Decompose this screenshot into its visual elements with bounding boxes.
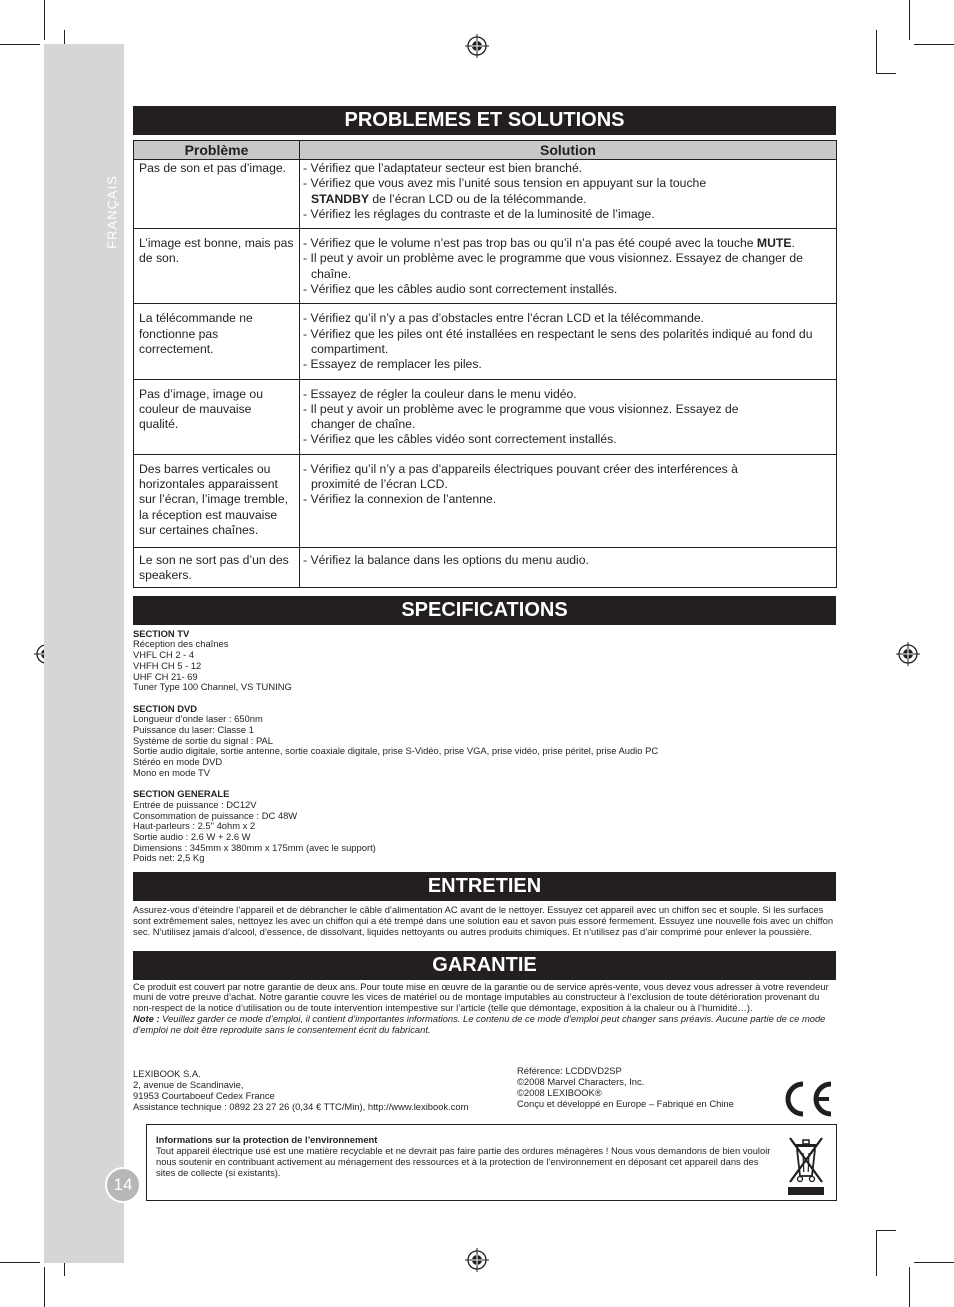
main-content	[133, 106, 836, 1036]
spec-line: Entrée de puissance : DC12V	[133, 798, 257, 810]
spec-line: Réception des chaînes	[133, 638, 229, 650]
section-title-problems: PROBLEMES ET SOLUTIONS	[133, 106, 836, 135]
solution-line	[303, 176, 832, 207]
table-row	[134, 547, 837, 587]
ce-mark-icon	[781, 1078, 835, 1120]
solution-line: - Essayez de régler la couleur dans le menu vidéo.	[303, 386, 577, 401]
spec-line: Tuner Type 100 Channel, VS TUNING	[133, 681, 292, 693]
crop-mark	[0, 44, 40, 45]
product-reference	[517, 1066, 787, 1110]
registration-mark-icon	[465, 1248, 489, 1272]
note-label: Note :	[133, 1012, 160, 1024]
table-row	[134, 304, 837, 379]
language-label: FRANÇAIS	[104, 175, 120, 249]
spec-line: Sortie audio : 2.6 W + 2.6 W	[133, 831, 251, 843]
registration-mark-icon	[896, 642, 920, 666]
section-title-warranty: GARANTIE	[133, 951, 836, 980]
crop-mark	[44, 1267, 45, 1307]
spec-line: Stéréo en mode DVD	[133, 756, 223, 768]
troubleshooting-table	[133, 140, 837, 588]
solution-line: - Vérifiez la balance dans les options du menu audio.	[303, 552, 589, 567]
solution-cell	[300, 547, 837, 587]
solution-line: - Vérifiez que les câbles audio sont correctement installés.	[303, 282, 618, 297]
address-line: 2, avenue de Scandinavie,	[133, 1078, 244, 1090]
solution-cell	[300, 304, 837, 379]
spec-line: Sortie audio digitale, sortie antenne, sortie coaxiale digitale, prise S-Vidéo, prise VGA, prise vidéo, prise péritel, prise Audio PC	[133, 745, 659, 757]
spec-line: VHFL CH 2 - 4	[133, 649, 195, 661]
keyword-standby: STANDBY	[311, 191, 370, 206]
solution-text: - Vérifiez que le volume n’est pas trop bas ou qu’il n’a pas été coupé avec la touche	[303, 236, 757, 251]
crossed-bin-icon	[784, 1132, 828, 1197]
problem-cell: L’image est bonne, mais pas de son.	[134, 229, 300, 304]
specifications-text	[133, 629, 836, 864]
solution-cell	[300, 379, 837, 454]
spec-heading: SECTION TV	[133, 627, 190, 639]
table-row	[134, 454, 837, 547]
warranty-body: Ce produit est couvert par notre garantie de deux ans. Pour toute mise en œuvre de la garantie ou de service après-vente, vous devez vous adresser à votre revendeur muni de votre preuve d’achat. Notre garantie couvre les vices de matériel ou de montage imputables au constructeur à l’exclusion de toute détérioration provenant du non-respect de la notice d’utilisation ou de toute intervention intempestive sur l’article (telle que démontage, exposition à la chaleur ou à l’humidité…).	[133, 980, 829, 1014]
spec-line: Longueur d’onde laser : 650nm	[133, 713, 263, 725]
keyword-mute: MUTE	[756, 236, 792, 251]
environment-body: Tout appareil électrique usé est une matière recyclable et ne devrait pas faire partie des ordures ménagères ! Nous vous demandons de bien vouloir nous soutenir en contribuant activement au ménagement des ressources et à la protection de l’environnement en déposant cet appareil dans des sites de collecte (si existants).	[156, 1144, 771, 1178]
reference-line: ©2008 LEXIBOOK®	[517, 1086, 602, 1098]
spec-line: Poids net: 2,5 Kg	[133, 852, 205, 864]
address-line: 91953 Courtaboeuf Cedex France	[133, 1089, 275, 1101]
solution-line: - Vérifiez que les piles ont été installées en respectant le sens des polarités indiqué au fond du compartiment.	[303, 326, 813, 356]
solution-text: de l’écran LCD ou de la télécommande.	[369, 191, 587, 206]
solution-line: - Il peut y avoir un problème avec le programme que vous visionnez. Essayez de changer de chaîne.	[303, 251, 803, 281]
crop-mark	[876, 1230, 877, 1276]
maintenance-text: Assurez-vous d’éteindre l’appareil et de débrancher le câble d’alimentation AC avant de le nettoyer. Essuyez cet appareil avec un chiffon sec et souple. Si les surfaces sont extrêmement sales, nettoyez les avec un chiffon qui a été trempé dans une solution eau et savon puis essoré fermement. Essuyez une nouvelle fois avec un chiffon sec. N’utilisez jamais d’alcool, d’essence, de dissolvant, liquides nettoyants ou autres produits chimiques. Et n’utilisez pas d’air comprimé pour enlever la poussière.	[133, 904, 834, 937]
solution-line: - Essayez de remplacer les piles.	[303, 357, 482, 372]
warranty-text	[133, 982, 836, 1036]
spec-heading: SECTION DVD	[133, 702, 198, 714]
problem-cell: Pas de son et pas d’image.	[134, 160, 300, 229]
spec-line: UHF CH 21- 69	[133, 670, 198, 682]
crop-mark	[44, 0, 45, 40]
solution-line: - Vérifiez que l’adaptateur secteur est bien branché.	[303, 161, 583, 175]
solution-cell	[300, 454, 837, 547]
crop-mark	[876, 1230, 896, 1231]
reference-line: Référence: LCDDVD2SP	[517, 1065, 622, 1076]
spec-line: Dimensions : 345mm x 380mm x 175mm (avec le support)	[133, 841, 376, 853]
crop-mark	[876, 73, 896, 74]
address-line: Assistance technique : 0892 23 27 26 (0,34 € TTC/Min), http://www.lexibook.com	[133, 1100, 469, 1112]
environment-notice	[146, 1124, 837, 1201]
spec-line: Système de sortie du signal : PAL	[133, 734, 274, 746]
table-row	[134, 379, 837, 454]
solution-line: - Vérifiez qu’il n’y a pas d’appareils électriques pouvant créer des interférences à proximité de l’écran LCD.	[303, 461, 738, 492]
column-header-problem: Problème	[134, 141, 300, 160]
company-address	[133, 1069, 513, 1113]
page-number: 14	[105, 1167, 141, 1203]
problem-cell: La télécommande ne fonctionne pas correctement.	[134, 304, 300, 379]
crop-mark	[909, 0, 910, 40]
spec-line: Puissance du laser: Classe 1	[133, 724, 254, 736]
solution-cell	[300, 229, 837, 304]
crop-mark	[914, 1262, 954, 1263]
address-line: LEXIBOOK S.A.	[133, 1068, 201, 1079]
table-row	[134, 160, 837, 229]
section-title-specifications: SPECIFICATIONS	[133, 596, 836, 625]
spec-line: Haut-parleurs : 2.5" 4ohm x 2	[133, 820, 256, 832]
spec-line: Consommation de puissance : DC 48W	[133, 809, 298, 821]
table-row	[134, 229, 837, 304]
reference-line: Conçu et développé en Europe – Fabriqué en Chine	[517, 1097, 734, 1109]
column-header-solution: Solution	[300, 141, 837, 160]
spec-line: Mono en mode TV	[133, 766, 210, 778]
section-title-maintenance: ENTRETIEN	[133, 872, 836, 901]
solution-cell	[300, 160, 837, 229]
solution-text: .	[791, 236, 795, 251]
spec-line: VHFH CH 5 - 12	[133, 659, 202, 671]
crop-mark	[0, 1262, 40, 1263]
solution-line: - Vérifiez que les câbles vidéo sont correctement installés.	[303, 432, 617, 447]
note-text: Veuillez garder ce mode d’emploi, il contient d’importantes informations. Le contenu de ce mode d’emploi peut changer sans préavis. Aucune partie de ce mode d’emploi ne doit être reproduite sans le consentement écrit du fabricant.	[133, 1012, 826, 1035]
solution-line: - Vérifiez les réglages du contraste et de la luminosité de l’image.	[303, 206, 655, 221]
solution-line	[303, 236, 832, 251]
solution-line: - Vérifiez la connexion de l’antenne.	[303, 492, 497, 507]
table-header-row	[134, 141, 837, 160]
crop-mark	[914, 44, 954, 45]
problem-cell: Le son ne sort pas d’un des speakers.	[134, 547, 300, 587]
registration-mark-icon	[465, 34, 489, 58]
solution-line: - Il peut y avoir un problème avec le programme que vous visionnez. Essayez de changer de chaîne.	[303, 401, 739, 432]
solution-line: - Vérifiez qu’il n’y a pas d’obstacles entre l’écran LCD et la télécommande.	[303, 311, 705, 326]
reference-line: ©2008 Marvel Characters, Inc.	[517, 1075, 645, 1087]
crop-mark	[909, 1267, 910, 1307]
spec-heading: SECTION GENERALE	[133, 788, 230, 800]
solution-text: - Vérifiez que vous avez mis l’unité sous tension en appuyant sur la touche	[303, 176, 707, 191]
problem-cell: Des barres verticales ou horizontales apparaissent sur l’écran, l’image tremble, la réception est mauvaise sur certaines chaînes.	[134, 454, 300, 547]
environment-text	[156, 1135, 771, 1179]
problem-cell: Pas d’image, image ou couleur de mauvaise qualité.	[134, 379, 300, 454]
environment-heading: Informations sur la protection de l’environnement	[156, 1134, 378, 1145]
crop-mark	[876, 30, 877, 74]
